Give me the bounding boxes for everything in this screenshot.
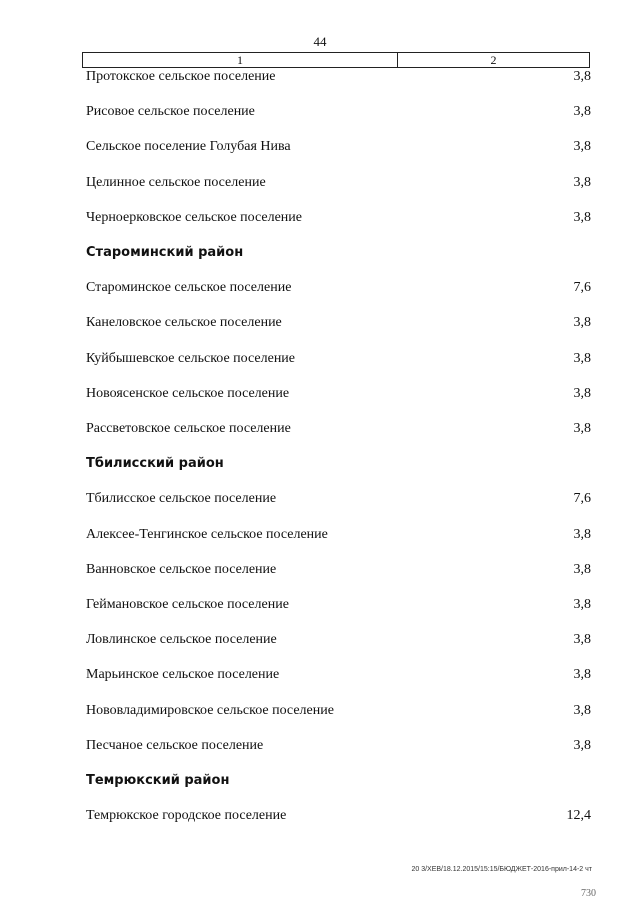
settlement-name: Новоясенское сельское поселение [86,386,290,401]
settlement-value: 3,8 [573,175,591,190]
settlement-name: Темрюкское городское поселение [86,808,287,823]
settlement-value: 3,8 [573,632,591,647]
footer-code: 20 3/ХЕВ/18.12.2015/15:15/БЮДЖЕТ-2016-прил-14-2 чт [411,866,592,873]
settlement-value: 3,8 [573,139,591,154]
settlement-value: 3,8 [573,667,591,682]
settlement-name: Ловлинское сельское поселение [86,632,277,647]
settlement-name: Куйбышевское сельское поселение [86,351,296,366]
settlement-value: 3,8 [573,210,591,225]
column-header [82,52,590,68]
settlement-name: Рассветовское сельское поселение [86,421,291,436]
settlement-value: 3,8 [573,69,591,84]
settlement-value: 12,4 [566,808,591,823]
settlement-value: 3,8 [573,104,591,119]
settlement-name: Черноерковское сельское поселение [86,210,302,225]
settlement-value: 7,6 [573,491,591,506]
settlement-value: 3,8 [573,703,591,718]
settlement-value: 3,8 [573,562,591,577]
column-header-2: 2 [490,53,497,67]
settlement-name: Ванновское сельское поселение [86,562,277,577]
settlement-value: 7,6 [573,280,591,295]
settlement-name: Целинное сельское поселение [86,175,266,190]
settlement-value: 3,8 [573,386,591,401]
settlement-name: Сельское поселение Голубая Нива [86,139,291,154]
district-name: Тбилисский район [86,456,224,471]
column-header-1: 1 [83,53,398,67]
settlement-name: Алексее-Тенгинское сельское поселение [86,527,328,542]
settlement-name: Тбилисское сельское поселение [86,491,277,506]
settlement-value: 3,8 [573,527,591,542]
settlement-value: 3,8 [573,315,591,330]
district-name: Темрюкский район [86,773,230,788]
settlement-name: Марьинское сельское поселение [86,667,280,682]
settlement-value: 3,8 [573,421,591,436]
settlement-name: Нововладимировское сельское поселение [86,703,334,718]
settlement-name: Рисовое сельское поселение [86,104,255,119]
settlement-name: Староминское сельское поселение [86,280,292,295]
settlement-value: 3,8 [573,738,591,753]
district-name: Староминский район [86,245,244,260]
settlement-name: Геймановское сельское поселение [86,597,289,612]
footer-page-number: 730 [581,888,596,899]
page-number: 44 [313,34,327,49]
settlement-value: 3,8 [573,597,591,612]
settlement-name: Песчаное сельское поселение [86,738,264,753]
settlement-name: Протокское сельское поселение [86,69,276,84]
settlement-value: 3,8 [573,351,591,366]
settlement-name: Канеловское сельское поселение [86,315,282,330]
